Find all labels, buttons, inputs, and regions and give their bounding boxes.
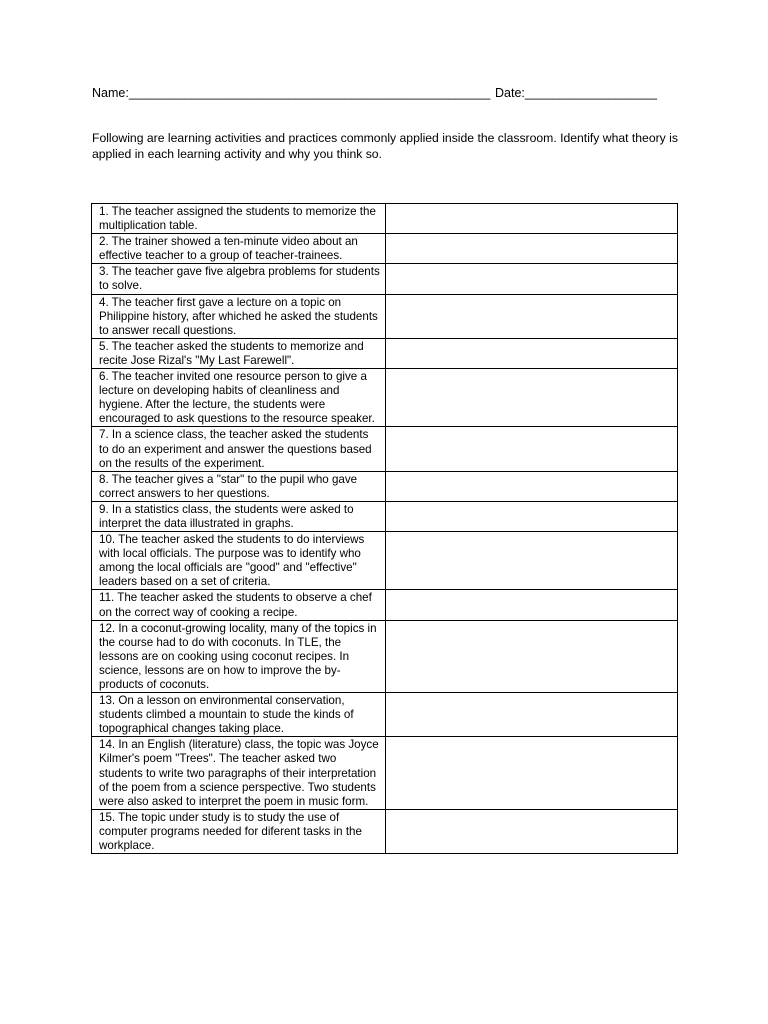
table-row	[92, 809, 678, 853]
table-row	[92, 338, 678, 368]
answer-cell[interactable]	[386, 369, 678, 427]
table-row	[92, 471, 678, 501]
table-row	[92, 427, 678, 471]
activity-cell: 10. The teacher asked the students to do interviews with local officials. The purpose was to identify who among the local officials are "good" and "effective" leaders based on a set of criteria.	[92, 532, 386, 590]
answer-cell[interactable]	[386, 501, 678, 531]
activity-cell: 13. On a lesson on environmental conservation, students climbed a mountain to stude the kinds of topographical changes taking place.	[92, 693, 386, 737]
table-row	[92, 234, 678, 264]
answer-cell[interactable]	[386, 693, 678, 737]
activity-cell: 11. The teacher asked the students to observe a chef on the correct way of cooking a recipe.	[92, 590, 386, 620]
answer-cell[interactable]	[386, 590, 678, 620]
table-row	[92, 532, 678, 590]
activity-cell: 3. The teacher gave five algebra problems for students to solve.	[92, 264, 386, 294]
answer-cell[interactable]	[386, 264, 678, 294]
activity-cell: 7. In a science class, the teacher asked the students to do an experiment and answer the questions based on the results of the experiment.	[92, 427, 386, 471]
table-row	[92, 620, 678, 692]
table-row	[92, 204, 678, 234]
answer-cell[interactable]	[386, 620, 678, 692]
answer-cell[interactable]	[386, 471, 678, 501]
activity-cell: 4. The teacher first gave a lecture on a topic on Philippine history, after whiched he asked the students to answer recall questions.	[92, 294, 386, 338]
table-row	[92, 693, 678, 737]
activity-cell: 9. In a statistics class, the students were asked to interpret the data illustrated in graphs.	[92, 501, 386, 531]
answer-cell[interactable]	[386, 737, 678, 809]
answer-cell[interactable]	[386, 532, 678, 590]
activity-cell: 5. The teacher asked the students to memorize and recite Jose Rizal's "My Last Farewell".	[92, 338, 386, 368]
table-row	[92, 501, 678, 531]
date-field-label: Date:___________________	[495, 86, 657, 100]
answer-cell[interactable]	[386, 338, 678, 368]
table-row	[92, 737, 678, 809]
answer-cell[interactable]	[386, 294, 678, 338]
activity-cell: 2. The trainer showed a ten-minute video about an effective teacher to a group of teacher-trainees.	[92, 234, 386, 264]
activity-cell: 14. In an English (literature) class, the topic was Joyce Kilmer's poem "Trees". The teacher asked two students to write two paragraphs of their interpretation of the poem from a science perspective. Two students were also asked to interpret the poem in music form.	[92, 737, 386, 809]
answer-cell[interactable]	[386, 427, 678, 471]
answer-cell[interactable]	[386, 234, 678, 264]
name-field-label: Name:____________________________________________________	[92, 86, 491, 100]
activities-table	[91, 203, 678, 854]
table-row	[92, 294, 678, 338]
activity-cell: 15. The topic under study is to study the use of computer programs needed for diferent tasks in the workplace.	[92, 809, 386, 853]
activity-cell: 12. In a coconut-growing locality, many of the topics in the course had to do with coconuts. In TLE, the lessons are on cooking using coconut recipes. In science, lessons are on how to improve the by-products of coconuts.	[92, 620, 386, 692]
table-row	[92, 264, 678, 294]
activity-cell: 1. The teacher assigned the students to memorize the multiplication table.	[92, 204, 386, 234]
table-row	[92, 369, 678, 427]
answer-cell[interactable]	[386, 809, 678, 853]
activity-cell: 6. The teacher invited one resource person to give a lecture on developing habits of cleanliness and hygiene. After the lecture, the students were encouraged to ask questions to the resource speaker.	[92, 369, 386, 427]
instructions-paragraph: Following are learning activities and practices commonly applied inside the classroom. Identify what theory is applied in each learning activity and why you think so.	[92, 131, 678, 161]
table-row	[92, 590, 678, 620]
answer-cell[interactable]	[386, 204, 678, 234]
activity-cell: 8. The teacher gives a "star" to the pupil who gave correct answers to her questions.	[92, 471, 386, 501]
